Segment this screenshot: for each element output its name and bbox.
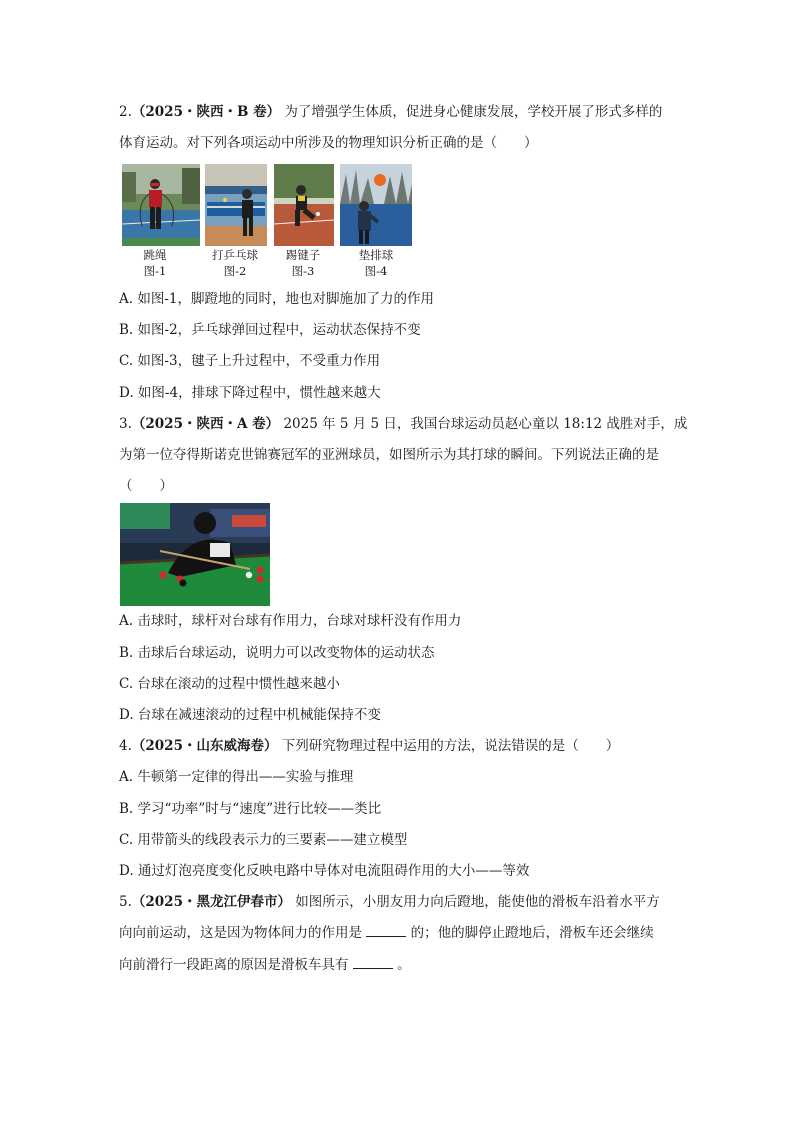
q5-stem-text2a: 向向前运动，这是因为物体间力的作用是 [119,925,362,941]
q5-stem-line2 [119,924,654,942]
q3-option-b: B. 击球后台球运动，说明力可以改变物体的运动状态 [119,645,435,661]
q3-number: 3. [119,416,132,432]
figure-4-volleyball-photo [340,164,412,246]
q3-option-a: A. 击球时，球杆对台球有作用力，台球对球杆没有作用力 [119,613,462,629]
q4-option-d: D. 通过灯泡亮度变化反映电路中导体对电流阻碍作用的大小——等效 [119,863,530,879]
q4-stem-line1 [119,737,619,755]
q5-stem-line1 [119,893,660,911]
figure-2-table-tennis-photo [205,164,267,246]
q5-stem-text2b: 的；他的脚停止蹬地后，滑板车还会继续 [410,925,654,941]
q2-stem-line1 [119,103,662,121]
q4-number: 4. [119,738,132,754]
q2-option-b: B. 如图-2，乒乓球弹回过程中，运动状态保持不变 [119,322,421,338]
q3-source: （2025・陕西・A 卷） [131,416,280,432]
q4-option-b: B. 学习“功率”时与“速度”进行比较——类比 [119,801,382,817]
q5-stem-text3a: 向前滑行一段距离的原因是滑板车具有 [119,957,349,973]
q5-answer-blank-1[interactable] [366,924,406,937]
q3-stem-line3: （ ） [119,478,173,494]
figure-3-number: 图-3 [291,264,315,278]
q4-stem-text1: 下列研究物理过程中运用的方法，说法错误的是（ ） [281,738,620,754]
figure-3-shuttlecock-photo [274,164,334,246]
figure-1-number: 图-1 [143,264,167,278]
figure-4-label: 垫排球 [358,248,394,262]
q4-option-c: C. 用带箭头的线段表示力的三要素——建立模型 [119,832,408,848]
figure-3-label: 踢键子 [285,248,321,262]
q2-source: （2025・陕西・B 卷） [131,104,281,120]
figure-1-label: 跳绳 [143,248,167,262]
q5-source: （2025・黑龙江伊春市） [131,894,291,910]
figure-2-label: 打乒乓球 [212,248,258,262]
q2-stem-line2: 体育运动。对下列各项运动中所涉及的物理知识分析正确的是（ ） [119,135,538,151]
q3-stem-line1 [119,415,687,433]
q4-source: （2025・山东威海卷） [131,738,278,754]
q5-answer-blank-2[interactable] [353,956,393,969]
q2-stem-text1: 为了增强学生体质，促进身心健康发展，学校开展了形式多样的 [284,104,663,120]
q4-option-a: A. 牛顿第一定律的得出——实验与推理 [119,769,354,785]
q2-option-a: A. 如图-1，脚蹬地的同时，地也对脚施加了力的作用 [119,291,434,307]
q3-stem-text1: 2025 年 5 月 5 日，我国台球运动员赵心童以 18:12 战胜对手，成 [283,416,688,432]
q5-stem-text1: 如图所示，小朋友用力向后蹬地，能使他的滑板车沿着水平方 [295,894,660,910]
q5-stem-text3b: 。 [397,957,411,973]
q5-stem-line3 [119,956,411,974]
q2-number: 2. [119,104,132,120]
q2-option-c: C. 如图-3，毽子上升过程中，不受重力作用 [119,353,381,369]
figure-4-number: 图-4 [364,264,388,278]
q3-stem-line2: 为第一位夺得斯诺克世锦赛冠军的亚洲球员，如图所示为其打球的瞬间。下列说法正确的是 [119,447,659,463]
q5-number: 5. [119,894,132,910]
figure-1-jump-rope-photo [122,164,200,246]
q2-option-d: D. 如图-4，排球下降过程中，惯性越来越大 [119,385,381,401]
q3-snooker-photo [120,503,270,606]
figure-2-number: 图-2 [223,264,247,278]
q3-option-c: C. 台球在滚动的过程中惯性越来越小 [119,676,340,692]
q3-option-d: D. 台球在减速滚动的过程中机械能保持不变 [119,707,381,723]
